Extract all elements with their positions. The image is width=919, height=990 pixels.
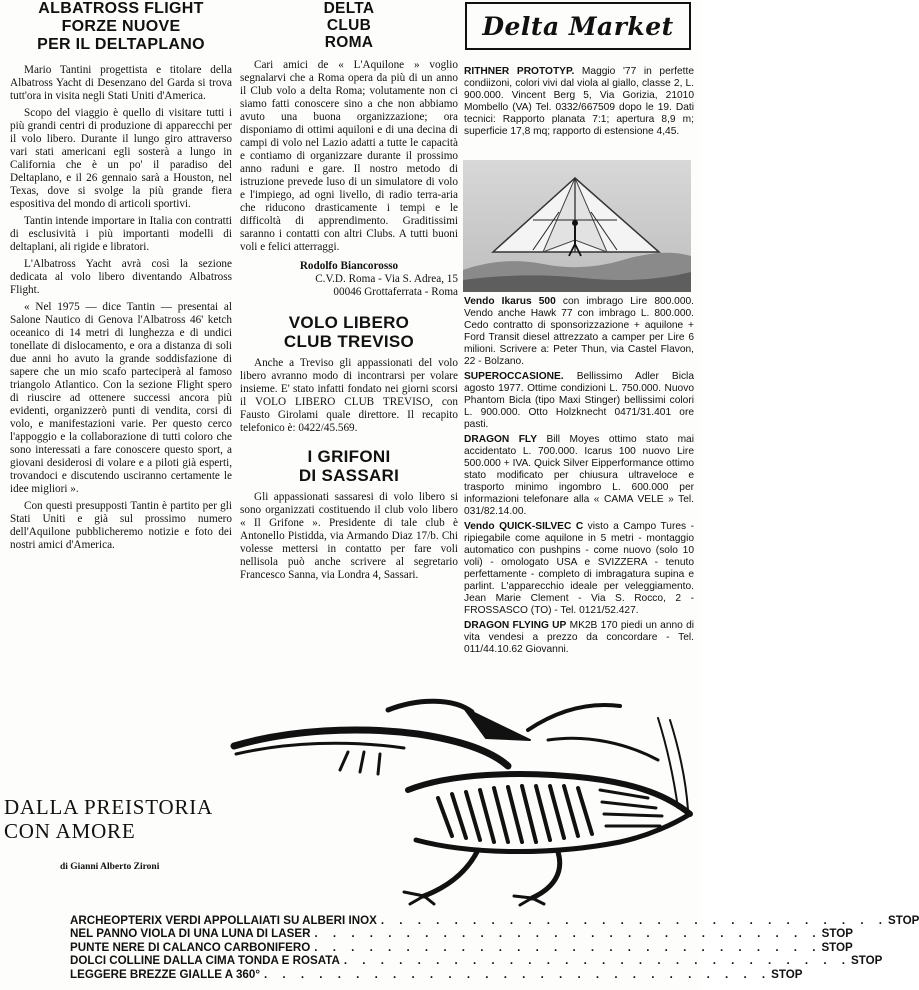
clubs-column xyxy=(240,0,458,586)
albatross-title xyxy=(10,0,232,54)
poem-row xyxy=(70,914,919,927)
albatross-paragraph-5: « Nel 1975 — dice Tantin — presentai al Salone Nautico di Genova l'Albatross 46' ketch oceanico di 14 metri di lunghezza e di undici tonellate di dislocamento, e ora a distanza di soli due anni ho avuto la grande soddisfazione di sapere che un mio scafo parteciperà al famoso triangolo Atlantico. Con la sezione Flight spero di riuscire ad ottenere successi ancora più evidenti, organizzerò punti di vendita, corsi di volo, e manifestazioni varie. Per questo cerco l'appoggio e la collaborazione di tutti coloro che sono interessati a fare conoscere questo sport, a giovani desiderosi di volare e a piloti già esperti, trovandoci e discutendo usciranno certamente le idee migliori ». xyxy=(10,301,232,495)
poem-dots: . . . . . . . . . . . . . . . . . . . . . . . . . . . . xyxy=(263,967,772,981)
delta-club-signer: Rodolfo Biancorosso xyxy=(299,260,399,272)
delta-club-paragraph: Cari amici de « L'Aquilone » voglio segnalarvi che a Roma opera da più di un anno il Club volo a delta Roma; volutamente non ci siamo fatti conoscere sino a che non abbiamo avuto una buona organizzazione; ora disponiamo di ottimi aquiloni e di una decina di campi di volo nel Lazio adatti a tutte le capacità e contiamo di organizzare durante il prossimo anno raduni e gare. Il nostro metodo di istruzione prevede luso di un simulatore di volo e l'impiego, ad ogni livello, di radio terra-aria che riducono drasticamente i tempi e le difficoltà di apprendimento. Graditissimi saranno i contatti con altri Clubs. A tutti buoni voli e felici atterraggi. xyxy=(240,59,458,253)
poem-stop-2: STOP xyxy=(821,927,853,941)
poem-dots: . . . . . . . . . . . . . . . . . . . . . . . . . . . . xyxy=(380,914,888,927)
ad-rithner-text xyxy=(464,66,694,138)
delta-club-signature xyxy=(240,260,458,273)
treviso-paragraph: Anche a Treviso gli appassionati del volo libero avranno modo di incontrarsi per volare insieme. E' stato infatti fondato nei giorni scorsi il VOLO LIBERO CLUB TREVISO, con Fausto Girolami quale direttore. Il recapito telefonico è: 0422/45.569. xyxy=(240,357,458,434)
sassari-title-line-2: DI SASSARI xyxy=(298,466,400,485)
ad-ikarus-lead: Vendo Ikarus 500 xyxy=(464,296,556,307)
ad-superoccasione xyxy=(464,371,694,431)
albatross-paragraph-6: Con questi presupposti Tantin è partito per gli Stati Uniti e già sul prossimo numero dell'Aquilone pubblicheremo notizie e foto dei nostri amici d'America. xyxy=(10,500,232,551)
albatross-paragraph-4: L'Albatross Yacht avrà così la sezione dedicata al volo libero diventando Albatross Flight. xyxy=(10,258,232,296)
delta-club-title-line-3: ROMA xyxy=(324,34,374,51)
poem-line-5: LEGGERE BREZZE GIALLE A 360° xyxy=(70,967,260,981)
deltaplano-photo-graphic xyxy=(463,160,691,292)
archaeopteryx-drawing xyxy=(228,690,698,905)
ad-dragon-flying-up-lead: DRAGON FLYING UP xyxy=(464,620,567,631)
albatross-title-line-3: PER IL DELTAPLANO xyxy=(37,36,205,53)
albatross-paragraph-3: Tantin intende importare in Italia con contratti di esclusività i più importanti modelli di deltaplani, ali rigide e libratori. xyxy=(10,215,232,253)
ad-superoccasione-lead: SUPEROCCASIONE. xyxy=(464,371,564,382)
treviso-title-line-2: CLUB TREVISO xyxy=(283,332,415,351)
ad-rithner-body: Maggio '77 in perfette condiizoni, colori vivi dal viola al giallo, classe 2, L. 900.000. Vincent Berg 5, Via Gorizia, 21010 Mombello (VA) Tel. 0332/667509 dopo le 19. Dati tecnici: Rapporto planata 7:1; apertura 8,9 m; superficie 17,8 mq; rapporto di estensione 4,45. xyxy=(464,66,694,137)
ad-quick-silvec-lead: Vendo QUICK-SILVEC C xyxy=(464,521,584,532)
delta-club-title-line-1: DELTA xyxy=(323,0,375,17)
ad-quick-silvec-body: visto a Campo Tures - ripiegabile come aquilone in 5 metri - montaggio automatico con pushpins - come nuovo (solo 10 voli) - omologato USA e SVIZZERA - tenuto perfettamente - completo di imbragatura supina e parlint. L'apparecchio ideale per veleggiamento. Jean Marie Clement - Via S. Rocco, 2 - FROSSASCO (TO) - Tel. 0121/52.427. xyxy=(464,521,695,616)
poem-row xyxy=(70,940,853,954)
ad-quick-silvec xyxy=(464,521,694,617)
poem-dots: . . . . . . . . . . . . . . . . . . . . . . . . . . . . xyxy=(343,954,852,968)
poem-title-line-1: DALLA PREISTORIA xyxy=(4,795,214,819)
poem-line-2: NEL PANNO VIOLA DI UNA LUNA DI LASER xyxy=(70,927,311,941)
poem-title-line-2: CON AMORE xyxy=(4,819,136,843)
treviso-title-line-1: VOLO LIBERO xyxy=(288,313,410,332)
market-ad-rithner xyxy=(464,66,694,141)
ad-dragon-fly xyxy=(464,434,694,518)
poem-stop-3: STOP xyxy=(821,940,853,954)
delta-market-header xyxy=(465,2,691,50)
poem-line-4: DOLCI COLLINE DALLA CIMA TONDA E ROSATA xyxy=(70,954,340,968)
ad-dragon-flying-up-body: MK2B 170 piedi un anno di vita vendesi a prezzo da concordare - Tel. 011/44.10.62 Giovanni. xyxy=(464,620,694,655)
sassari-title xyxy=(240,447,458,485)
ad-dragon-flying-up xyxy=(464,620,694,656)
ad-ikarus xyxy=(464,296,694,368)
sassari-title-line-1: I GRIFONI xyxy=(307,447,391,466)
albatross-paragraph-1: Mario Tantini progettista e titolare della Albatross Yacht di Desenzano del Garda si trova tutt'ora in visita negli Stati Uniti d'America. xyxy=(10,64,232,102)
ad-superoccasione-body: Bellissimo Adler Bicla agosto 1977. Ottime condizioni L. 750.000. Nuovo Phantom Bicla (tipo Maxi Stinger) bellissimi colori L. 900.000. Otto Holzknecht 0471/31.401 ore pasti. xyxy=(464,371,694,430)
delta-club-title-line-2: CLUB xyxy=(326,17,372,34)
poem-stop-5: STOP xyxy=(771,967,803,981)
albatross-article xyxy=(10,0,232,556)
poem-row xyxy=(70,967,803,981)
poem-line-1: ARCHEOPTERIX VERDI APPOLLAIATI SU ALBERI INOX xyxy=(70,914,377,927)
poem-title xyxy=(4,795,213,843)
poem-byline: di Gianni Alberto Zironi xyxy=(60,862,160,872)
poem-stop-1: STOP xyxy=(888,914,919,927)
poem-row xyxy=(70,927,853,941)
poem-dots: . . . . . . . . . . . . . . . . . . . . . . . . . . . . xyxy=(314,940,822,954)
poem-stop-4: STOP xyxy=(851,954,883,968)
deltaplano-photo xyxy=(463,160,691,292)
delta-market-title: Delta Market xyxy=(482,11,674,41)
poem-row xyxy=(70,954,883,968)
ad-dragon-fly-body: Bill Moyes ottimo stato mai accidentato L. 700.000. Icarus 100 nuovo Lire 500.000 + IVA. Quick Silver Eipperformance ottimo stato modificato per chiusura ultraveloce e trasporto minimo ingombro L. 600.000 per informazioni telefonare alla « CAMA VELE » Tel. 031/82.14.00. xyxy=(464,434,694,517)
delta-club-address-2: 00046 Grottaferrata - Roma xyxy=(333,286,458,298)
treviso-title xyxy=(240,313,458,351)
delta-club-title xyxy=(240,0,458,51)
delta-club-address-1: C.V.D. Roma - Via S. Adrea, 15 xyxy=(315,273,458,285)
ad-rithner-lead: RITHNER PROTOTYP. xyxy=(464,66,575,77)
ad-dragon-fly-lead: DRAGON FLY xyxy=(464,434,538,445)
poem-line-3: PUNTE NERE DI CALANCO CARBONIFERO xyxy=(70,940,311,954)
market-ads xyxy=(464,296,694,659)
ad-ikarus-body: con imbrago Lire 800.000. Vendo anche Hawk 77 con imbrago L. 800.000. Cedo contratto di sponsorizzazione + aquilone + Ford Transit diesel attrezzato a camper per Lire 6 milioni. Scrivere a: Peter Thun, via Castel Flavon, 22 - Bolzano. xyxy=(464,296,694,367)
albatross-title-line-1: ALBATROSS FLIGHT xyxy=(38,0,204,17)
poem-dots: . . . . . . . . . . . . . . . . . . . . . . . . . . . . xyxy=(314,927,822,941)
sassari-paragraph: Gli appassionati sassaresi di volo libero si sono organizzati costituendo il club volo libero « Il Grifone ». Presidente di tale club è Antonello Pistidda, via Armando Diaz 17/b. Chi volesse mettersi in contatto per fare voli nellisola può anche scrivere al segretario Francesco Sanna, via Londra 4, Sassari. xyxy=(240,491,458,581)
poem xyxy=(70,914,919,981)
albatross-title-line-2: FORZE NUOVE xyxy=(61,18,181,35)
albatross-paragraph-2: Scopo del viaggio è quello di visitare tutti i più grandi centri di produzione di apparecchi per il volo libero. Durante il lungo giro attraverso vari stati americani egli sosterà a lungo in California che è un po' il paradiso del Deltaplano, e il 26 gennaio sarà a Houston, nel Texas, dove si svolge la più grande fiera espositiva del mondo di articoli sportivi. xyxy=(10,107,232,210)
